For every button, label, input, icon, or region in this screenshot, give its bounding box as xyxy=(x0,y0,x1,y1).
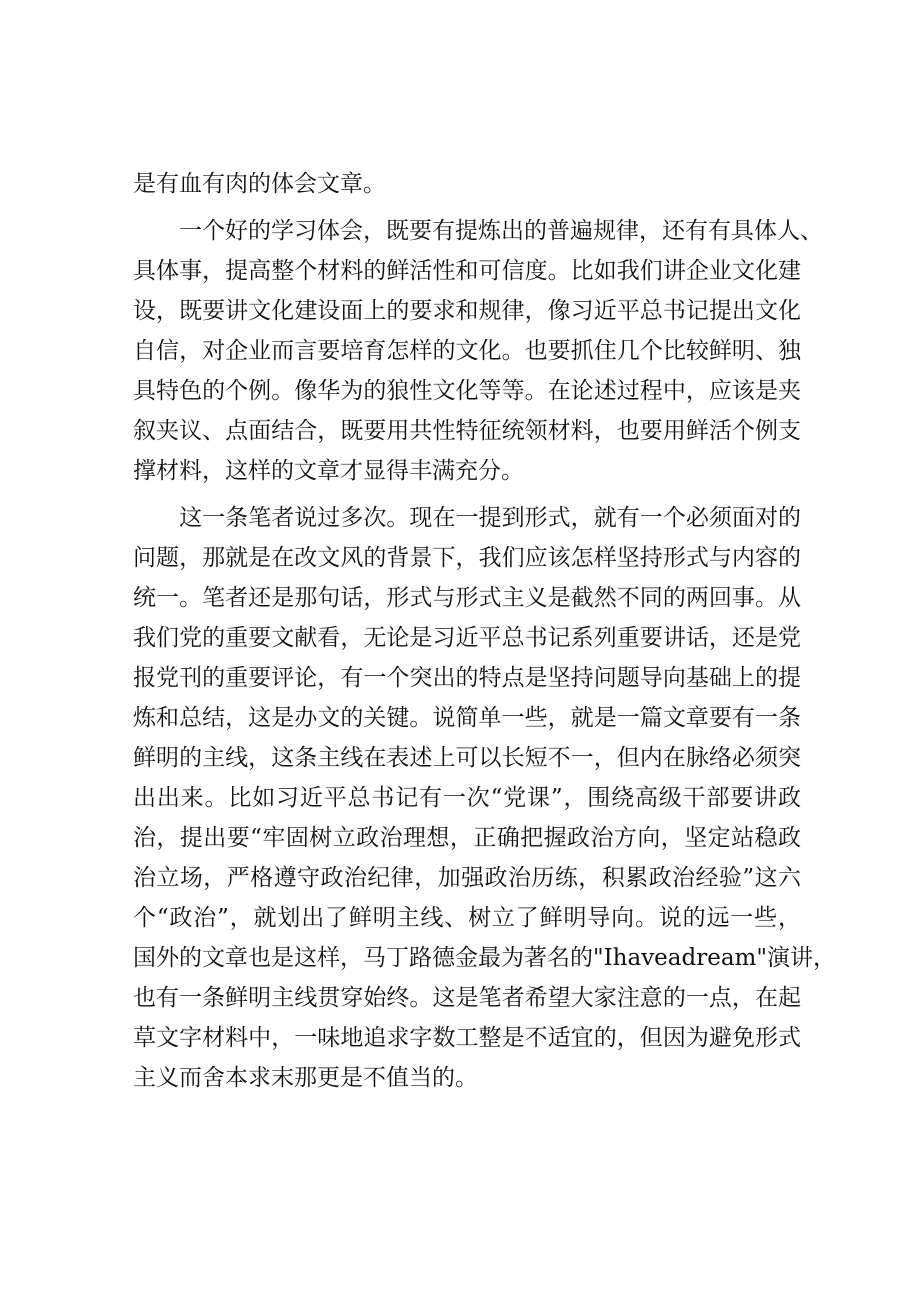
text-line: 草文字材料中，一味地追求字数工整是不适宜的，但因为避免形式 xyxy=(133,1025,801,1051)
text-line: 问题，那就是在改文风的背景下，我们应该怎样坚持形式与内容的 xyxy=(133,545,801,571)
document-body xyxy=(133,164,836,1098)
text-line: 撑材料，这样的文章才显得丰满充分。 xyxy=(133,458,524,484)
text-line: 设，既要讲文化建设面上的要求和规律，像习近平总书记提出文化 xyxy=(133,298,801,324)
text-line: 国外的文章也是这样，马丁路德金最为著名的"Ihaveadream"演讲， xyxy=(133,945,836,971)
paragraph-3 xyxy=(133,498,836,1098)
text-line: 治，提出要“牢固树立政治理想，正确把握政治方向，坚定站稳政 xyxy=(133,825,801,851)
text-line: 一个好的学习体会，既要有提炼出的普遍规律，还有有具体人、 xyxy=(133,218,823,244)
text-line: 这一条笔者说过多次。现在一提到形式，就有一个必须面对的 xyxy=(133,505,801,531)
text-line: 统一。笔者还是那句话，形式与形式主义是截然不同的两回事。从 xyxy=(133,585,801,611)
text-line: 也有一条鲜明主线贯穿始终。这是笔者希望大家注意的一点，在起 xyxy=(133,985,801,1011)
text-line: 个“政治”，就划出了鲜明主线、树立了鲜明导向。说的远一些， xyxy=(133,905,801,931)
text-line: 具体事，提高整个材料的鲜活性和可信度。比如我们讲企业文化建 xyxy=(133,258,801,284)
paragraph-1 xyxy=(133,164,801,204)
text-line: 是有血有肉的体会文章。 xyxy=(133,171,386,197)
text-line: 自信，对企业而言要培育怎样的文化。也要抓住几个比较鲜明、独 xyxy=(133,338,801,364)
text-line: 报党刊的重要评论，有一个突出的特点是坚持问题导向基础上的提 xyxy=(133,665,801,691)
text-line: 具特色的个例。像华为的狼性文化等等。在论述过程中，应该是夹 xyxy=(133,378,801,404)
text-line: 出出来。比如习近平总书记有一次“党课”，围绕高级干部要讲政 xyxy=(133,785,801,811)
text-line: 鲜明的主线，这条主线在表述上可以长短不一，但内在脉络必须突 xyxy=(133,745,801,771)
text-line: 治立场，严格遵守政治纪律，加强政治历练，积累政治经验”这六 xyxy=(133,865,801,891)
text-line: 我们党的重要文献看，无论是习近平总书记系列重要讲话，还是党 xyxy=(133,625,801,651)
paragraph-2 xyxy=(133,211,823,491)
text-line: 叙夹议、点面结合，既要用共性特征统领材料，也要用鲜活个例支 xyxy=(133,418,801,444)
text-line: 炼和总结，这是办文的关键。说简单一些，就是一篇文章要有一条 xyxy=(133,705,801,731)
text-line: 主义而舍本求末那更是不值当的。 xyxy=(133,1065,478,1091)
